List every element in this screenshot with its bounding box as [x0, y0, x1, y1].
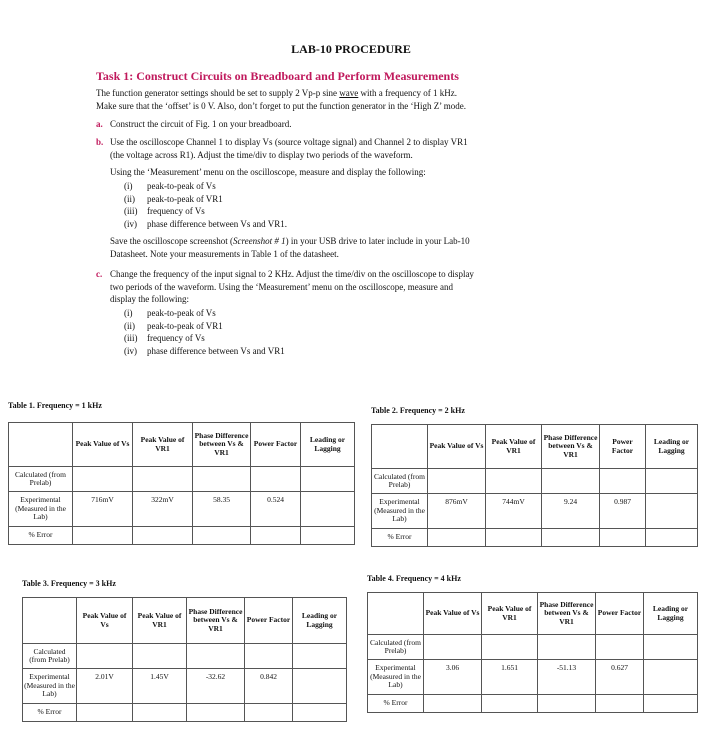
list-item: (iii) frequency of Vs: [124, 333, 205, 343]
table-row: [368, 660, 698, 695]
cell-peak-vr1[interactable]: 1.45V: [133, 669, 187, 704]
header-power-factor: Power Factor: [245, 598, 293, 644]
cell-power-factor[interactable]: 0.987: [600, 494, 646, 529]
table-row: [368, 695, 698, 713]
table-4: [367, 592, 698, 713]
cell-phase[interactable]: -51.13: [538, 660, 596, 695]
row-label-error: % Error: [9, 527, 73, 545]
cell-leading[interactable]: [293, 669, 347, 704]
step-b-list: [124, 180, 424, 230]
cell-leading[interactable]: [644, 660, 698, 695]
step-b-save-note: Save the oscilloscope screenshot (Screenshot # 1) in your USB drive to later include in your Lab-10 Datasheet. Note your measurements in Table 1 of the datasheet.: [110, 236, 470, 259]
cell-peak-vs[interactable]: 2.01V: [77, 669, 133, 704]
row-label-error: % Error: [372, 529, 428, 547]
row-label-calculated: Calculated (from Prelab): [23, 644, 77, 669]
header-power-factor: Power Factor: [596, 593, 644, 635]
table-4-caption: Table 4. Frequency = 4 kHz: [367, 574, 461, 583]
step-b-marker: b.: [96, 137, 104, 147]
table-1-caption: Table 1. Frequency = 1 kHz: [8, 401, 102, 410]
header-phase: Phase Difference between Vs & VR1: [538, 593, 596, 635]
cell-peak-vr1[interactable]: 744mV: [486, 494, 542, 529]
table-row: [372, 494, 698, 529]
list-item: (i) peak-to-peak of Vs: [124, 181, 216, 191]
header-empty: [372, 425, 428, 469]
step-a: a. Construct the circuit of Fig. 1 on your breadboard.: [96, 119, 292, 129]
table-row: [23, 644, 347, 669]
header-peak-vr1: Peak Value of VR1: [133, 423, 193, 467]
page-heading: LAB-10 PROCEDURE: [291, 42, 411, 56]
table-3: [22, 597, 347, 722]
list-item: (ii) peak-to-peak of VR1: [124, 320, 223, 331]
header-peak-vs: Peak Value of Vs: [428, 425, 486, 469]
list-item: (iii) frequency of Vs: [124, 206, 205, 216]
table-2: [371, 424, 698, 547]
step-c-list: [124, 307, 424, 357]
step-c-marker: c.: [96, 269, 103, 279]
step-b-measure-intro: Using the ‘Measurement’ menu on the oscilloscope, measure and display the following:: [110, 167, 426, 177]
step-c: c. Change the frequency of the input signal to 2 KHz. Adjust the time/div on the oscilloscope to display two periods of the waveform. Using the ‘Measurement’ menu on the oscilloscope, measure and display the following:: [96, 269, 474, 304]
header-empty: [368, 593, 424, 635]
list-item: (iv) phase difference between Vs and VR1.: [124, 218, 287, 229]
row-label-error: % Error: [368, 695, 424, 713]
header-peak-vs: Peak Value of Vs: [424, 593, 482, 635]
cell-phase[interactable]: 58.35: [193, 492, 251, 527]
table-1: [8, 422, 355, 545]
step-a-marker: a.: [96, 119, 103, 129]
header-empty: [9, 423, 73, 467]
list-item: (iv) phase difference between Vs and VR1: [124, 345, 285, 356]
intro-paragraph: The function generator settings should be set to supply 2 Vp-p sine wave with a frequency of 1 kHz. Make sure that the ‘offset’ is 0 V. Also, don’t forget to put the function generator in the ‘High Z’ mode.: [96, 88, 467, 111]
cell-leading[interactable]: [301, 492, 355, 527]
list-item: (ii) peak-to-peak of VR1: [124, 193, 223, 204]
table-row: [23, 704, 347, 722]
list-item: (i) peak-to-peak of Vs: [124, 308, 216, 318]
header-leading: Leading or Lagging: [293, 598, 347, 644]
header-peak-vr1: Peak Value of VR1: [133, 598, 187, 644]
table-2-caption: Table 2. Frequency = 2 kHz: [371, 406, 465, 415]
header-power-factor: Power Factor: [600, 425, 646, 469]
header-phase: Phase Difference between Vs & VR1: [193, 423, 251, 467]
table-row: [9, 492, 355, 527]
row-label-experimental: Experimental (Measured in the Lab): [372, 494, 428, 529]
cell-phase[interactable]: 9.24: [542, 494, 600, 529]
cell-power-factor[interactable]: 0.842: [245, 669, 293, 704]
row-label-experimental: Experimental (Measured in the Lab): [23, 669, 77, 704]
row-label-calculated: Calculated (from Prelab): [9, 467, 73, 492]
row-label-calculated: Calculated (from Prelab): [372, 469, 428, 494]
cell-peak-vs[interactable]: 876mV: [428, 494, 486, 529]
row-label-experimental: Experimental (Measured in the Lab): [368, 660, 424, 695]
cell-peak-vs[interactable]: 3.06: [424, 660, 482, 695]
table-row: [368, 635, 698, 660]
header-peak-vr1: Peak Value of VR1: [482, 593, 538, 635]
cell-peak-vr1[interactable]: 1.651: [482, 660, 538, 695]
table-3-caption: Table 3. Frequency = 3 kHz: [22, 579, 116, 588]
row-label-experimental: Experimental (Measured in the Lab): [9, 492, 73, 527]
cell-peak-vs[interactable]: 716mV: [73, 492, 133, 527]
header-phase: Phase Difference between Vs & VR1: [542, 425, 600, 469]
cell-power-factor[interactable]: 0.524: [251, 492, 301, 527]
table-row: [9, 467, 355, 492]
table-row: [23, 669, 347, 704]
header-power-factor: Power Factor: [251, 423, 301, 467]
step-b: b. Use the oscilloscope Channel 1 to display Vs (source voltage signal) and Channel 2 to display VR1 (the voltage across R1). Adjust the time/div to display two periods of the waveform.: [96, 137, 468, 160]
task-title: Task 1: Construct Circuits on Breadboard and Perform Measurements: [96, 69, 459, 83]
header-leading: Leading or Lagging: [301, 423, 355, 467]
header-phase: Phase Difference between Vs & VR1: [187, 598, 245, 644]
table-row: [9, 527, 355, 545]
header-empty: [23, 598, 77, 644]
header-peak-vs: Peak Value of Vs: [77, 598, 133, 644]
table-row: [372, 529, 698, 547]
cell-peak-vr1[interactable]: 322mV: [133, 492, 193, 527]
header-leading: Leading or Lagging: [644, 593, 698, 635]
row-label-error: % Error: [23, 704, 77, 722]
table-row: [372, 469, 698, 494]
row-label-calculated: Calculated (from Prelab): [368, 635, 424, 660]
cell-leading[interactable]: [646, 494, 698, 529]
cell-phase[interactable]: -32.62: [187, 669, 245, 704]
header-leading: Leading or Lagging: [646, 425, 698, 469]
header-peak-vs: Peak Value of Vs: [73, 423, 133, 467]
cell-power-factor[interactable]: 0.627: [596, 660, 644, 695]
header-peak-vr1: Peak Value of VR1: [486, 425, 542, 469]
